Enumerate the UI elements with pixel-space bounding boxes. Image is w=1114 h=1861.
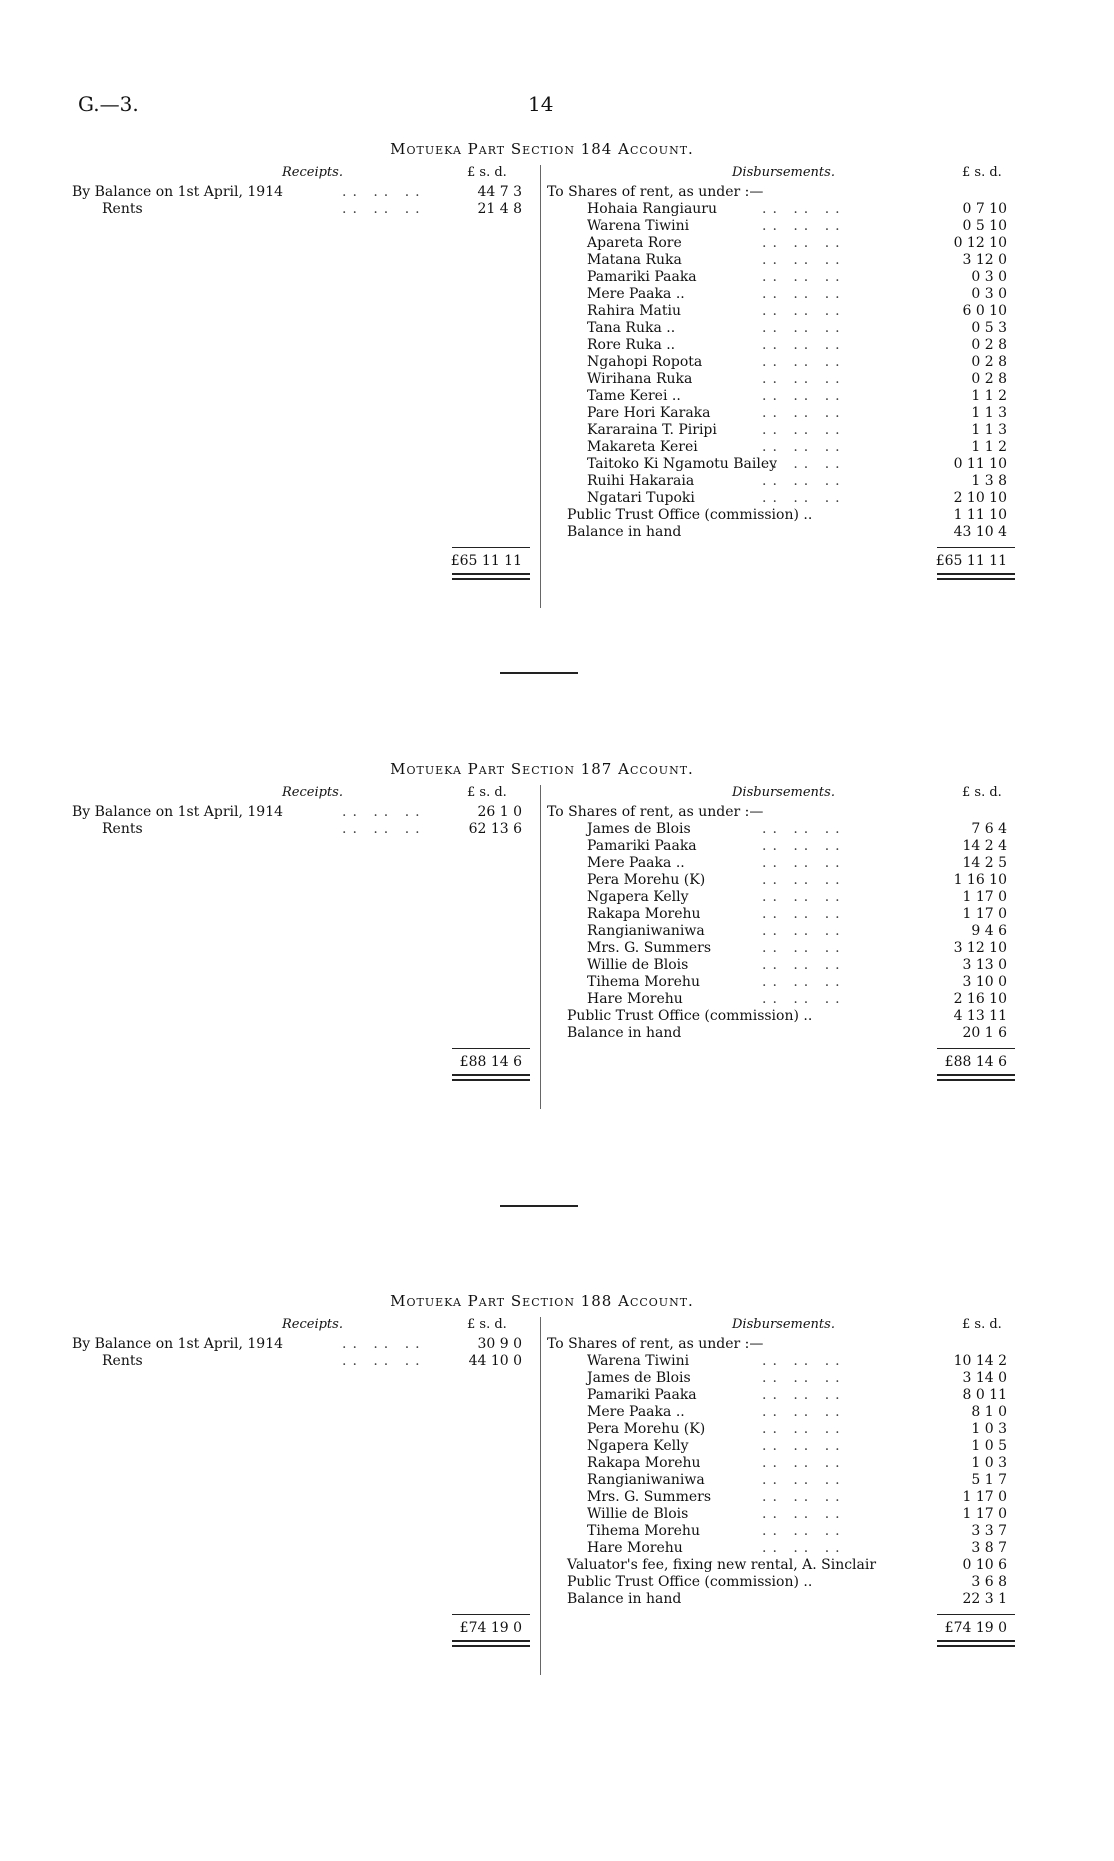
receipt-amount: 30 9 0	[477, 1336, 522, 1352]
receipt-label: Rents	[102, 1353, 143, 1369]
leader-dots: .. .. ..	[762, 1387, 846, 1403]
disbursements-total: £65 11 11	[935, 553, 1007, 569]
leader-dots: .. .. ..	[762, 1540, 846, 1556]
disbursement-row	[547, 269, 1012, 286]
leader-dots: .. .. ..	[342, 201, 426, 217]
leader-dots: .. .. ..	[762, 1506, 846, 1522]
disbursement-tail-amount: 1 11 10	[953, 507, 1007, 523]
disbursement-amount: 0 2 8	[971, 371, 1007, 387]
receipt-amount: 44 10 0	[468, 1353, 522, 1369]
disbursement-amount: 1 17 0	[962, 889, 1007, 905]
disbursement-label: Hare Morehu	[587, 991, 683, 1007]
disbursement-label: Ngahopi Ropota	[587, 354, 703, 370]
disbursement-row	[547, 1489, 1012, 1506]
leader-dots: .. .. ..	[342, 821, 426, 837]
receipt-label: By Balance on 1st April, 1914	[72, 804, 284, 820]
receipts-heading: Receipts.	[282, 165, 343, 180]
disbursement-row	[547, 490, 1012, 507]
leader-dots: .. .. ..	[762, 1455, 846, 1471]
receipts-total: £65 11 11	[450, 553, 522, 569]
receipt-row	[72, 1336, 532, 1353]
disbursement-row	[547, 201, 1012, 218]
disbursement-row	[547, 1387, 1012, 1404]
leader-dots: .. .. ..	[762, 1370, 846, 1386]
disbursement-amount: 5 1 7	[971, 1472, 1007, 1488]
leader-dots: .. .. ..	[762, 821, 846, 837]
disbursement-amount: 0 5 10	[962, 218, 1007, 234]
column-separator	[540, 1317, 541, 1675]
disbursement-label: Mere Paaka ..	[587, 286, 685, 302]
disbursement-label: Pamariki Paaka	[587, 838, 697, 854]
page-number: 14	[528, 92, 554, 116]
receipt-amount: 44 7 3	[477, 184, 522, 200]
disbursements-currency-heading: £ s. d.	[962, 1317, 1002, 1332]
account-section	[72, 1292, 1012, 1772]
leader-dots: .. .. ..	[762, 252, 846, 268]
disbursement-row	[547, 337, 1012, 354]
disbursement-amount: 0 2 8	[971, 354, 1007, 370]
leader-dots: .. .. ..	[762, 1353, 846, 1369]
disbursement-label: Matana Ruka	[587, 252, 682, 268]
disbursement-tail-label: Balance in hand	[567, 1025, 682, 1041]
receipts-heading: Receipts.	[282, 785, 343, 800]
disbursement-row	[547, 235, 1012, 252]
disbursement-amount: 1 17 0	[962, 1489, 1007, 1505]
leader-dots: .. .. ..	[762, 1472, 846, 1488]
disbursement-tail-row	[547, 507, 1012, 524]
receipt-row	[72, 184, 532, 201]
receipt-row	[72, 1353, 532, 1370]
disbursement-amount: 0 11 10	[953, 456, 1007, 472]
disbursement-label: Makareta Kerei	[587, 439, 698, 455]
disbursements-heading: Disbursements.	[732, 165, 835, 180]
disbursement-row	[547, 974, 1012, 991]
disbursement-row	[547, 889, 1012, 906]
disbursements-intro: To Shares of rent, as under :—	[547, 184, 764, 200]
section-divider	[500, 672, 578, 674]
disbursement-label: James de Blois	[587, 1370, 691, 1386]
disbursement-tail-label: Public Trust Office (commission) ..	[567, 1008, 813, 1024]
disbursement-tail-amount: 22 3 1	[962, 1591, 1007, 1607]
disbursement-label: Mere Paaka ..	[587, 855, 685, 871]
disbursement-amount: 1 1 3	[971, 422, 1007, 438]
disbursement-label: Kararaina T. Piripi	[587, 422, 717, 438]
receipt-row	[72, 201, 532, 218]
disbursement-amount: 1 0 3	[971, 1455, 1007, 1471]
disbursements-total: £74 19 0	[944, 1620, 1007, 1636]
receipts-total-rule	[452, 1614, 530, 1615]
disbursement-amount: 1 17 0	[962, 906, 1007, 922]
disbursement-row	[547, 872, 1012, 889]
disbursements-currency-heading: £ s. d.	[962, 785, 1002, 800]
disbursements-total-double-rule	[937, 1640, 1015, 1647]
disbursement-tail-amount: 43 10 4	[953, 524, 1007, 540]
disbursement-label: Pamariki Paaka	[587, 269, 697, 285]
receipt-amount: 26 1 0	[477, 804, 522, 820]
disbursement-label: Hohaia Rangiauru	[587, 201, 718, 217]
disbursement-tail-label: Balance in hand	[567, 524, 682, 540]
disbursement-tail-row	[547, 1557, 1012, 1574]
disbursement-row	[547, 1523, 1012, 1540]
disbursement-amount: 2 16 10	[953, 991, 1007, 1007]
column-separator	[540, 785, 541, 1109]
disbursement-amount: 1 3 8	[971, 473, 1007, 489]
leader-dots: .. .. ..	[762, 235, 846, 251]
leader-dots: .. .. ..	[762, 269, 846, 285]
disbursement-label: Pera Morehu (K)	[587, 1421, 706, 1437]
disbursement-row	[547, 371, 1012, 388]
disbursement-row	[547, 320, 1012, 337]
disbursement-label: Warena Tiwini	[587, 218, 690, 234]
disbursement-row	[547, 354, 1012, 371]
receipts-heading: Receipts.	[282, 1317, 343, 1332]
disbursement-amount: 3 13 0	[962, 957, 1007, 973]
disbursement-amount: 3 12 0	[962, 252, 1007, 268]
disbursement-amount: 1 17 0	[962, 1506, 1007, 1522]
disbursements-heading: Disbursements.	[732, 785, 835, 800]
leader-dots: .. .. ..	[342, 804, 426, 820]
disbursement-amount: 6 0 10	[962, 303, 1007, 319]
disbursement-label: Rangianiwaniwa	[587, 1472, 705, 1488]
leader-dots: .. .. ..	[762, 388, 846, 404]
leader-dots: .. .. ..	[762, 320, 846, 336]
leader-dots: .. .. ..	[342, 184, 426, 200]
disbursement-amount: 1 1 2	[971, 439, 1007, 455]
leader-dots: .. .. ..	[762, 923, 846, 939]
receipts-total-rule	[452, 547, 530, 548]
receipt-amount: 21 4 8	[477, 201, 522, 217]
disbursement-amount: 14 2 4	[962, 838, 1007, 854]
disbursement-row	[547, 252, 1012, 269]
disbursements-total: £88 14 6	[944, 1054, 1007, 1070]
disbursement-row	[547, 1353, 1012, 1370]
disbursement-label: Apareta Rore	[587, 235, 682, 251]
leader-dots: .. .. ..	[762, 872, 846, 888]
disbursement-row	[547, 940, 1012, 957]
disbursement-row	[547, 1438, 1012, 1455]
leader-dots: .. .. ..	[762, 991, 846, 1007]
leader-dots: .. .. ..	[762, 218, 846, 234]
disbursement-row	[547, 1455, 1012, 1472]
disbursement-label: Ngatari Tupoki	[587, 490, 695, 506]
disbursement-amount: 8 1 0	[971, 1404, 1007, 1420]
page-code: G.—3.	[78, 92, 139, 116]
disbursement-amount: 10 14 2	[953, 1353, 1007, 1369]
disbursement-row	[547, 991, 1012, 1008]
disbursements-total-rule	[937, 1048, 1015, 1049]
disbursement-row	[547, 405, 1012, 422]
disbursement-label: Rore Ruka ..	[587, 337, 676, 353]
leader-dots: .. .. ..	[342, 1336, 426, 1352]
receipt-label: By Balance on 1st April, 1914	[72, 1336, 284, 1352]
disbursement-tail-amount: 0 10 6	[962, 1557, 1007, 1573]
disbursement-label: Pera Morehu (K)	[587, 872, 706, 888]
receipts-total: £88 14 6	[459, 1054, 522, 1070]
disbursement-amount: 0 7 10	[962, 201, 1007, 217]
disbursement-row	[547, 906, 1012, 923]
receipts-total-rule	[452, 1048, 530, 1049]
disbursement-label: Tame Kerei ..	[587, 388, 681, 404]
disbursement-tail-amount: 20 1 6	[962, 1025, 1007, 1041]
leader-dots: .. .. ..	[762, 1489, 846, 1505]
disbursement-label: Wirihana Ruka	[587, 371, 693, 387]
disbursement-label: Mere Paaka ..	[587, 1404, 685, 1420]
disbursement-amount: 1 0 5	[971, 1438, 1007, 1454]
disbursement-row	[547, 456, 1012, 473]
disbursement-amount: 3 8 7	[971, 1540, 1007, 1556]
disbursement-amount: 14 2 5	[962, 855, 1007, 871]
disbursement-amount: 0 2 8	[971, 337, 1007, 353]
leader-dots: .. .. ..	[762, 838, 846, 854]
leader-dots: .. .. ..	[762, 456, 846, 472]
disbursements-total-double-rule	[937, 573, 1015, 580]
receipt-label: By Balance on 1st April, 1914	[72, 184, 284, 200]
disbursement-label: Mrs. G. Summers	[587, 940, 712, 956]
receipts-total-double-rule	[452, 1074, 530, 1081]
disbursement-label: Rangianiwaniwa	[587, 923, 705, 939]
receipt-label: Rents	[102, 201, 143, 217]
account-section	[72, 760, 1012, 1240]
disbursement-amount: 3 10 0	[962, 974, 1007, 990]
disbursement-amount: 3 14 0	[962, 1370, 1007, 1386]
leader-dots: .. .. ..	[762, 405, 846, 421]
disbursements-total-double-rule	[937, 1074, 1015, 1081]
leader-dots: .. .. ..	[762, 940, 846, 956]
account-title: Motueka Part Section 184 Account.	[390, 140, 694, 158]
disbursement-amount: 7 6 4	[971, 821, 1007, 837]
disbursement-label: Hare Morehu	[587, 1540, 683, 1556]
disbursement-tail-label: Public Trust Office (commission) ..	[567, 507, 813, 523]
disbursements-currency-heading: £ s. d.	[962, 165, 1002, 180]
receipts-total: £74 19 0	[459, 1620, 522, 1636]
disbursement-tail-amount: 3 6 8	[971, 1574, 1007, 1590]
disbursement-row	[547, 923, 1012, 940]
receipts-total-double-rule	[452, 573, 530, 580]
disbursement-row	[547, 218, 1012, 235]
disbursement-amount: 0 3 0	[971, 286, 1007, 302]
disbursement-amount: 1 1 3	[971, 405, 1007, 421]
disbursement-row	[547, 439, 1012, 456]
account-title: Motueka Part Section 187 Account.	[390, 760, 694, 778]
leader-dots: .. .. ..	[762, 201, 846, 217]
disbursement-label: Willie de Blois	[587, 957, 689, 973]
disbursement-tail-label: Balance in hand	[567, 1591, 682, 1607]
disbursement-row	[547, 855, 1012, 872]
leader-dots: .. .. ..	[762, 1421, 846, 1437]
leader-dots: .. .. ..	[762, 422, 846, 438]
disbursements-intro: To Shares of rent, as under :—	[547, 1336, 764, 1352]
leader-dots: .. .. ..	[762, 286, 846, 302]
leader-dots: .. .. ..	[762, 371, 846, 387]
disbursement-label: Tana Ruka ..	[587, 320, 676, 336]
disbursement-amount: 0 3 0	[971, 269, 1007, 285]
disbursement-tail-row	[547, 524, 1012, 541]
disbursement-label: Taitoko Ki Ngamotu Bailey	[587, 456, 778, 472]
disbursement-tail-row	[547, 1025, 1012, 1042]
disbursement-label: Rakapa Morehu	[587, 906, 701, 922]
disbursement-tail-row	[547, 1591, 1012, 1608]
disbursement-label: Rakapa Morehu	[587, 1455, 701, 1471]
leader-dots: .. .. ..	[762, 490, 846, 506]
disbursement-tail-amount: 4 13 11	[953, 1008, 1007, 1024]
disbursement-row	[547, 1404, 1012, 1421]
receipt-row	[72, 821, 532, 838]
disbursement-label: Ngapera Kelly	[587, 889, 689, 905]
leader-dots: .. .. ..	[762, 906, 846, 922]
disbursement-label: Pamariki Paaka	[587, 1387, 697, 1403]
disbursement-amount: 2 10 10	[953, 490, 1007, 506]
disbursement-tail-label: Public Trust Office (commission) ..	[567, 1574, 813, 1590]
disbursement-row	[547, 838, 1012, 855]
column-separator	[540, 165, 541, 608]
disbursement-amount: 3 3 7	[971, 1523, 1007, 1539]
disbursement-tail-row	[547, 1574, 1012, 1591]
disbursement-label: Tihema Morehu	[587, 974, 700, 990]
disbursement-amount: 1 1 2	[971, 388, 1007, 404]
disbursement-row	[547, 1472, 1012, 1489]
disbursement-tail-row	[547, 1008, 1012, 1025]
disbursement-row	[547, 957, 1012, 974]
account-section	[72, 140, 1012, 620]
receipts-currency-heading: £ s. d.	[467, 1317, 507, 1332]
disbursement-label: Rahira Matiu	[587, 303, 681, 319]
disbursement-amount: 8 0 11	[962, 1387, 1007, 1403]
leader-dots: .. .. ..	[762, 855, 846, 871]
disbursement-row	[547, 821, 1012, 838]
leader-dots: .. .. ..	[762, 473, 846, 489]
leader-dots: .. .. ..	[762, 439, 846, 455]
disbursement-label: Pare Hori Karaka	[587, 405, 711, 421]
receipt-label: Rents	[102, 821, 143, 837]
disbursement-row	[547, 1421, 1012, 1438]
disbursements-total-rule	[937, 1614, 1015, 1615]
leader-dots: .. .. ..	[762, 354, 846, 370]
leader-dots: .. .. ..	[762, 957, 846, 973]
disbursement-amount: 3 12 10	[953, 940, 1007, 956]
disbursement-label: Tihema Morehu	[587, 1523, 700, 1539]
disbursements-total-rule	[937, 547, 1015, 548]
disbursement-amount: 0 5 3	[971, 320, 1007, 336]
disbursement-tail-label: Valuator's fee, fixing new rental, A. Sinclair	[567, 1557, 877, 1573]
disbursement-row	[547, 1540, 1012, 1557]
receipt-amount: 62 13 6	[468, 821, 522, 837]
disbursement-amount: 1 0 3	[971, 1421, 1007, 1437]
leader-dots: .. .. ..	[762, 1404, 846, 1420]
disbursement-label: Willie de Blois	[587, 1506, 689, 1522]
disbursement-row	[547, 1370, 1012, 1387]
leader-dots: .. .. ..	[762, 337, 846, 353]
disbursement-label: Warena Tiwini	[587, 1353, 690, 1369]
disbursement-amount: 9 4 6	[971, 923, 1007, 939]
leader-dots: .. .. ..	[762, 974, 846, 990]
section-divider	[500, 1205, 578, 1207]
disbursement-label: Ngapera Kelly	[587, 1438, 689, 1454]
disbursement-label: Mrs. G. Summers	[587, 1489, 712, 1505]
receipts-currency-heading: £ s. d.	[467, 785, 507, 800]
disbursements-heading: Disbursements.	[732, 1317, 835, 1332]
account-title: Motueka Part Section 188 Account.	[390, 1292, 694, 1310]
disbursement-label: Ruihi Hakaraia	[587, 473, 695, 489]
leader-dots: .. .. ..	[762, 1523, 846, 1539]
disbursement-amount: 0 12 10	[953, 235, 1007, 251]
receipt-row	[72, 804, 532, 821]
disbursement-row	[547, 422, 1012, 439]
leader-dots: .. .. ..	[342, 1353, 426, 1369]
disbursement-row	[547, 473, 1012, 490]
disbursement-row	[547, 1506, 1012, 1523]
receipts-total-double-rule	[452, 1640, 530, 1647]
disbursement-row	[547, 286, 1012, 303]
leader-dots: .. .. ..	[762, 1438, 846, 1454]
leader-dots: .. .. ..	[762, 303, 846, 319]
leader-dots: .. .. ..	[762, 889, 846, 905]
receipts-currency-heading: £ s. d.	[467, 165, 507, 180]
disbursement-label: James de Blois	[587, 821, 691, 837]
disbursement-amount: 1 16 10	[953, 872, 1007, 888]
disbursement-row	[547, 303, 1012, 320]
disbursement-row	[547, 388, 1012, 405]
disbursements-intro: To Shares of rent, as under :—	[547, 804, 764, 820]
